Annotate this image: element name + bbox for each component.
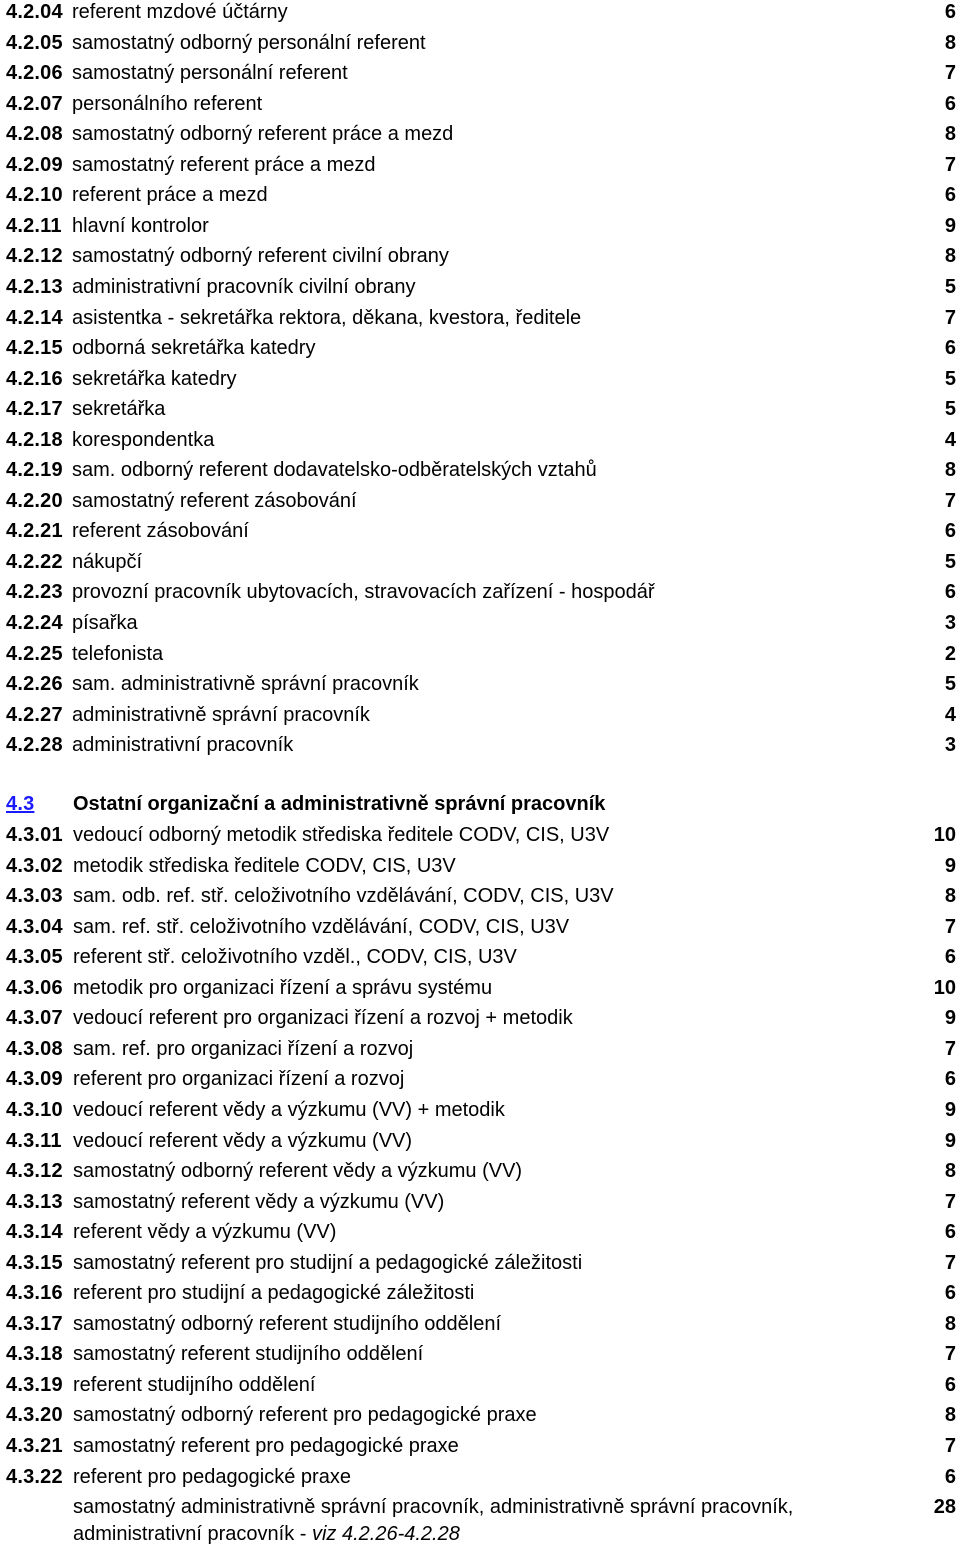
row-value: 6 [944, 92, 956, 115]
table-row [0, 516, 960, 546]
table-row [0, 973, 960, 1003]
table-row [0, 1034, 960, 1064]
row-title: samostatný referent pro pedagogické praxe [73, 1435, 459, 1457]
row-title: korespondentka [72, 428, 215, 451]
row-value: 7 [944, 1190, 956, 1213]
row-value: 6 [944, 581, 956, 604]
row-code: 4.3.18 [6, 1343, 63, 1366]
row-title: administrativní pracovník civilní obrany [72, 275, 416, 298]
row-value: 6 [944, 1221, 956, 1244]
row-value: 7 [944, 1251, 956, 1274]
row-code: 4.3.19 [6, 1373, 63, 1396]
final-note-value: 28 [933, 1496, 956, 1518]
row-code: 4.2.22 [6, 550, 63, 573]
row-code: 4.2.28 [6, 734, 63, 757]
table-row [0, 1370, 960, 1400]
row-title: odborná sekretářka katedry [72, 337, 316, 360]
row-title: sam. administrativně správní pracovník [72, 673, 419, 696]
row-title: referent vědy a výzkumu (VV) [73, 1221, 337, 1244]
table-row [0, 455, 960, 485]
section-title: Ostatní organizační a administrativně správní pracovník [73, 793, 606, 815]
table-row [0, 211, 960, 241]
row-title: hlavní kontrolor [72, 214, 209, 237]
row-title: referent pro studijní a pedagogické záležitosti [73, 1282, 475, 1305]
row-code: 4.2.27 [6, 703, 63, 726]
row-code: 4.3.21 [6, 1435, 63, 1457]
row-code: 4.2.20 [6, 489, 63, 512]
table-row [0, 119, 960, 149]
final-note-line-1: samostatný administrativně správní pracovník, administrativně správní pracovník, [73, 1496, 794, 1518]
row-title: provozní pracovník ubytovacích, stravovacích zařízení - hospodář [72, 581, 655, 604]
row-code: 4.2.05 [6, 31, 63, 54]
row-value: 6 [944, 1373, 956, 1396]
table-row [0, 881, 960, 911]
row-code: 4.2.17 [6, 398, 63, 421]
row-code: 4.3.13 [6, 1190, 63, 1213]
final-note-text [73, 1494, 883, 1548]
row-value: 6 [944, 184, 956, 207]
row-value: 6 [944, 1, 956, 23]
row-title: referent pro pedagogické praxe [73, 1465, 351, 1488]
row-title: metodik střediska ředitele CODV, CIS, U3V [73, 854, 456, 877]
row-title: referent stř. celoživotního vzděl., CODV, CIS, U3V [73, 946, 517, 969]
table-row [0, 272, 960, 302]
row-value: 8 [944, 245, 956, 268]
row-value: 5 [944, 673, 956, 696]
table-row [0, 1064, 960, 1094]
row-title: telefonista [72, 642, 164, 665]
row-value: 6 [944, 1068, 956, 1091]
row-title: referent studijního oddělení [73, 1373, 316, 1396]
table-row [0, 639, 960, 669]
row-code: 4.3.14 [6, 1221, 63, 1244]
row-value: 4 [944, 703, 956, 726]
table-row [0, 58, 960, 88]
row-value: 8 [944, 459, 956, 482]
table-row [0, 1187, 960, 1217]
row-code: 4.2.10 [6, 184, 63, 207]
table-row [0, 912, 960, 942]
row-title: metodik pro organizaci řízení a správu systému [73, 976, 493, 999]
row-title: sam. odb. ref. stř. celoživotního vzdělávání, CODV, CIS, U3V [73, 885, 614, 908]
row-value: 5 [944, 398, 956, 421]
table-row [0, 851, 960, 881]
table-row [0, 1003, 960, 1033]
row-code: 4.2.13 [6, 275, 63, 298]
row-title: samostatný referent studijního oddělení [73, 1343, 424, 1366]
row-code: 4.3.09 [6, 1068, 63, 1091]
row-value: 7 [944, 915, 956, 938]
row-value: 4 [944, 428, 956, 451]
row-value: 9 [944, 854, 956, 877]
row-value: 5 [944, 275, 956, 298]
row-value: 7 [944, 1435, 956, 1457]
table-row [0, 89, 960, 119]
table-row [0, 28, 960, 58]
table-row [0, 1248, 960, 1278]
row-code: 4.3.17 [6, 1312, 63, 1335]
row-value: 10 [933, 976, 956, 999]
row-code: 4.2.25 [6, 642, 63, 665]
row-value: 2 [944, 642, 956, 665]
table-row [0, 942, 960, 972]
row-code: 4.3.02 [6, 854, 63, 877]
row-code: 4.3.22 [6, 1465, 63, 1488]
row-title: sam. ref. pro organizaci řízení a rozvoj [73, 1037, 414, 1060]
final-note-reference: viz 4.2.26-4.2.28 [311, 1523, 460, 1545]
row-value: 8 [944, 1160, 956, 1183]
table-row [0, 1095, 960, 1125]
table-row [0, 700, 960, 730]
row-code: 4.3.11 [6, 1129, 62, 1152]
row-title: referent zásobování [72, 520, 249, 543]
row-value: 6 [944, 946, 956, 969]
table-row [0, 0, 960, 27]
row-title: samostatný odborný referent práce a mezd [72, 123, 454, 146]
table-row [0, 303, 960, 333]
table-row [0, 608, 960, 638]
row-value: 8 [944, 1312, 956, 1335]
row-title: samostatný odborný referent pro pedagogické praxe [73, 1404, 537, 1427]
table-row [0, 1156, 960, 1186]
row-title: administrativně správní pracovník [72, 703, 370, 726]
table-row [0, 1126, 960, 1156]
row-code: 4.2.16 [6, 367, 63, 390]
row-value: 3 [944, 734, 956, 757]
row-code: 4.2.11 [6, 214, 62, 237]
row-code: 4.2.21 [6, 520, 63, 543]
table-row [0, 1400, 960, 1430]
row-code: 4.2.23 [6, 581, 63, 604]
table-row [0, 577, 960, 607]
table-row [0, 150, 960, 180]
row-title: samostatný personální referent [72, 62, 348, 85]
row-value: 5 [944, 367, 956, 390]
final-note-row [0, 1494, 960, 1554]
row-title: vedoucí referent vědy a výzkumu (VV) [73, 1129, 413, 1152]
row-code: 4.3.10 [6, 1098, 63, 1121]
row-value: 6 [944, 337, 956, 360]
row-code: 4.2.04 [6, 1, 63, 23]
row-code: 4.3.15 [6, 1251, 63, 1274]
row-title: sekretářka [72, 398, 166, 421]
table-row [0, 1278, 960, 1308]
table-row [0, 241, 960, 271]
row-code: 4.3.12 [6, 1160, 63, 1183]
table-row [0, 425, 960, 455]
row-value: 6 [944, 1282, 956, 1305]
table-row [0, 180, 960, 210]
row-title: vedoucí referent pro organizaci řízení a rozvoj + metodik [73, 1007, 573, 1030]
row-code: 4.2.09 [6, 153, 63, 176]
section-4-3-heading [0, 789, 960, 819]
row-code: 4.3.05 [6, 946, 63, 969]
row-code: 4.2.08 [6, 123, 63, 146]
row-value: 9 [944, 1007, 956, 1030]
table-row [0, 820, 960, 850]
row-value: 8 [944, 1404, 956, 1427]
table-row [0, 1462, 960, 1492]
row-code: 4.2.12 [6, 245, 63, 268]
final-note-line-2: administrativní pracovník - [73, 1523, 312, 1545]
row-code: 4.3.03 [6, 885, 63, 908]
table-row [0, 486, 960, 516]
row-title: personálního referent [72, 92, 263, 115]
row-value: 7 [944, 153, 956, 176]
row-code: 4.3.08 [6, 1037, 63, 1060]
row-value: 8 [944, 885, 956, 908]
row-title: asistentka - sekretářka rektora, děkana, kvestora, ředitele [72, 306, 582, 329]
row-title: sam. ref. stř. celoživotního vzdělávání, CODV, CIS, U3V [73, 915, 570, 938]
row-title: samostatný odborný referent civilní obrany [72, 245, 449, 268]
row-value: 7 [944, 1343, 956, 1366]
row-code: 4.3.16 [6, 1282, 63, 1305]
table-row [0, 394, 960, 424]
row-title: samostatný odborný referent vědy a výzkumu (VV) [73, 1160, 523, 1183]
row-title: administrativní pracovník [72, 734, 294, 757]
row-code: 4.3.01 [6, 824, 63, 846]
row-title: samostatný referent zásobování [72, 489, 357, 512]
row-title: samostatný referent práce a mezd [72, 153, 376, 176]
table-row [0, 730, 960, 760]
row-title: sam. odborný referent dodavatelsko-odběratelských vztahů [72, 459, 597, 482]
row-title: referent pro organizaci řízení a rozvoj [73, 1068, 405, 1091]
row-title: referent práce a mezd [72, 184, 268, 207]
row-title: nákupčí [72, 550, 143, 573]
row-title: samostatný referent vědy a výzkumu (VV) [73, 1190, 445, 1213]
row-code: 4.3.06 [6, 976, 63, 999]
row-value: 5 [944, 550, 956, 573]
row-title: samostatný odborný personální referent [72, 31, 426, 54]
row-title: písařka [72, 612, 138, 634]
row-code: 4.2.15 [6, 337, 63, 360]
row-value: 10 [933, 824, 956, 846]
row-code: 4.2.07 [6, 92, 63, 115]
row-code: 4.3.20 [6, 1404, 63, 1427]
row-title: referent mzdové účtárny [72, 1, 288, 23]
table-row [0, 1431, 960, 1461]
table-row [0, 364, 960, 394]
row-title: vedoucí odborný metodik střediska ředitele CODV, CIS, U3V [73, 824, 610, 846]
row-code: 4.3.07 [6, 1007, 63, 1030]
row-code: 4.3.04 [6, 915, 63, 938]
row-code: 4.2.26 [6, 673, 63, 696]
row-title: vedoucí referent vědy a výzkumu (VV) + metodik [73, 1098, 505, 1121]
row-value: 7 [944, 306, 956, 329]
row-value: 6 [944, 1465, 956, 1488]
row-value: 3 [944, 612, 956, 634]
row-code: 4.2.06 [6, 62, 63, 85]
table-row [0, 547, 960, 577]
row-value: 9 [944, 1129, 956, 1152]
row-value: 8 [944, 123, 956, 146]
row-value: 9 [944, 1098, 956, 1121]
row-value: 7 [944, 1037, 956, 1060]
row-value: 9 [944, 214, 956, 237]
table-row [0, 669, 960, 699]
section-code-link[interactable]: 4.3 [6, 793, 35, 815]
row-value: 7 [944, 62, 956, 85]
row-value: 8 [944, 31, 956, 54]
table-row [0, 1339, 960, 1369]
row-value: 7 [944, 489, 956, 512]
row-title: sekretářka katedry [72, 367, 237, 390]
row-code: 4.2.24 [6, 612, 63, 634]
table-row [0, 333, 960, 363]
row-code: 4.2.19 [6, 459, 63, 482]
table-row [0, 1309, 960, 1339]
row-code: 4.2.14 [6, 306, 63, 329]
row-code: 4.2.18 [6, 428, 63, 451]
row-title: samostatný referent pro studijní a pedagogické záležitosti [73, 1251, 583, 1274]
table-row [0, 1217, 960, 1247]
row-value: 6 [944, 520, 956, 543]
row-title: samostatný odborný referent studijního oddělení [73, 1312, 502, 1335]
